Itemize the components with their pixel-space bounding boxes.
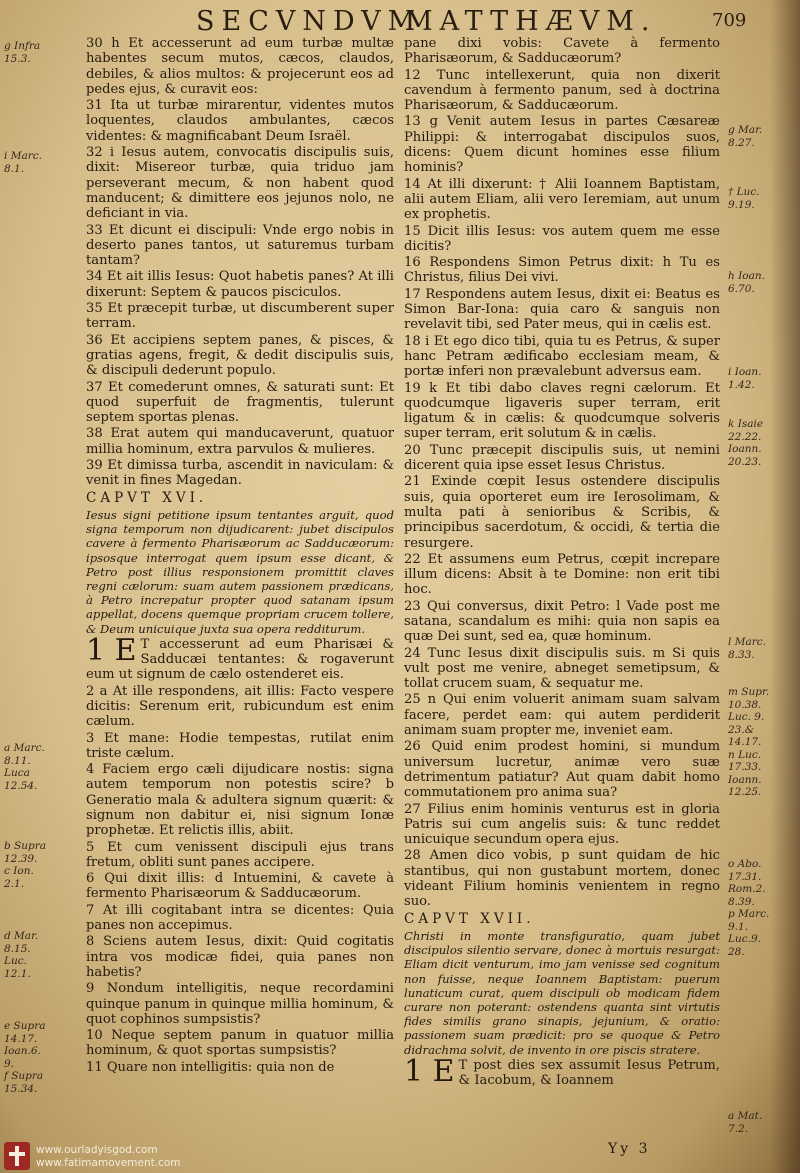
verse: 12 Tunc intellexerunt, quia non dixerit cavendum à fermento panum, sed à doctrina Pharisæorum, & Sadducæorum. (404, 67, 720, 114)
margin-reference: k Isaie 22.22. Ioann. 20.23. (728, 418, 764, 468)
signature-mark: Yy 3 (608, 1141, 651, 1157)
running-head-right: MATTHÆVM. (405, 6, 657, 37)
chapter-summary: Iesus signi petitione ipsum tentantes arguit, quod signa temporum non dijudicarent: jubet discipulos cavere à fermento Pharisæorum ac Sadducæorum: ipsosque interrogat quem ipsum esse dicant, & Petro post illius responsionem promittit claves regni cælorum: suam autem passionem prædicans, à Petro increpatur propter quod satanam ipsum appellat, docens quemque propriam crucem tollere, & Deum unicuique juxta sua opera redditurum. (86, 507, 394, 636)
margin-reference: g Mar. 8.27. (728, 124, 763, 149)
cross-seal-icon (4, 1142, 30, 1170)
verse: 17 Respondens autem Iesus, dixit ei: Beatus es Simon Bar-Iona: quia caro & sanguis non revelavit tibi, sed Pater meus, qui in cælis est. (404, 286, 720, 333)
verse: 30 h Et accesserunt ad eum turbæ multæ habentes secum mutos, cæcos, claudos, debiles, & alios multos: & projecerunt eos ad pedes ejus, & curavit eos: (86, 36, 394, 97)
margin-reference: i Marc. 8.1. (4, 150, 42, 175)
margin-reference: l Marc. 8.33. (728, 636, 766, 661)
margin-reference: † Luc. 9.19. (728, 186, 760, 211)
margin-reference: g Infra 15.3. (4, 40, 41, 65)
margin-reference: o Abo. 17.31. Rom.2. 8.39. p Marc. 9.1. Luc.9. 28. (728, 858, 770, 958)
margin-reference: a Marc. 8.11. Luca 12.54. (4, 742, 45, 792)
verse: 27 Filius enim hominis venturus est in gloria Patris sui cum angelis suis: & tunc reddet unicuique secundum opera ejus. (404, 801, 720, 848)
verse: 28 Amen dico vobis, p sunt quidam de hic stantibus, qui non gustabunt mortem, donec videant Filium hominis venientem in regno suo. (404, 848, 720, 910)
verse: 22 Et assumens eum Petrus, cœpit increpare illum dicens: Absit à te Domine: non erit tibi hoc. (404, 551, 720, 598)
chapter-heading: CAPVT XVII. (404, 910, 535, 927)
watermark-line: www.ourladyisgod.com (36, 1144, 158, 1156)
verse: 10 Neque septem panum in quatuor millia hominum, & quot sportas sumpsistis? (86, 1028, 394, 1059)
verse: 25 n Qui enim voluerit animam suam salvam facere, perdet eam: qui autem perdiderit animam suam propter me, inveniet eam. (404, 692, 720, 739)
verse: 35 Et præcepit turbæ, ut discumberent super terram. (86, 301, 394, 332)
verse (86, 632, 394, 683)
verse: 11 Quare non intelligitis: quia non de (86, 1059, 335, 1075)
margin-reference: a Mat. 7.2. (728, 1110, 763, 1135)
verse: 6 Qui dixit illis: d Intuemini, & cavete à fermento Pharisæorum & Sadducæorum. (86, 871, 394, 902)
drop-cap: 1 E (404, 1053, 455, 1089)
verse: 39 Et dimissa turba, ascendit in naviculam: & venit in fines Magedan. (86, 458, 394, 489)
verse: 21 Exinde cœpit Iesus ostendere discipulis suis, quia oporteret eum ire Ierosolimam, & multa pati à senioribus & Scribis, & principibus sacerdotum, & occidi, & tertia die resurgere. (404, 474, 720, 551)
margin-reference: i Ioan. 1.42. (728, 366, 762, 391)
margin-reference: h Ioan. 6.70. (728, 270, 765, 295)
verse: 14 At illi dixerunt: † Alii Ioannem Baptistam, alii autem Eliam, alii vero Ieremiam, aut unum ex prophetis. (404, 176, 720, 223)
verse: 8 Sciens autem Iesus, dixit: Quid cogitatis intra vos modicæ fidei, quia panes non habetis? (86, 934, 394, 980)
verse: 15 Dicit illis Iesus: vos autem quem me esse dicitis? (404, 223, 720, 254)
verse: 19 k Et tibi dabo claves regni cælorum. Et quodcumque ligaveris super terram, erit ligatum & in cælis: & quodcumque solveris super terram, erit solutum & in cælis. (404, 380, 720, 442)
verse: 5 Et cum venissent discipuli ejus trans fretum, obliti sunt panes accipere. (86, 839, 394, 870)
verse: 32 i Iesus autem, convocatis discipulis suis, dixit: Misereor turbæ, quia triduo jam perseverant mecum, & non habent quod manducent; & dimittere eos jejunos nolo, ne deficiant in via. (86, 145, 394, 222)
verse: 23 Qui conversus, dixit Petro: l Vade post me satana, scandalum es mihi: quia non sapis ea quæ Dei sunt, sed ea, quæ hominum. (404, 598, 720, 645)
chapter-summary: Christi in monte transfiguratio, quam jubet discipulos silentio servare, donec à mortuis resurgat: Eliam dicit venturum, imo jam venisse sed cognitum non fuisse, neque Ioannem Baptistam: puerum lunaticum curat, quem discipuli ob modicam fidem curare non poterant: ostendens quanta sint virtutis fides similis grano sinapis, jejunium, & oratio: passionem suam prædicit: pro se quoque & Petro didrachma solvit, de invento in ore piscis stratere. (404, 928, 720, 1057)
verse: 2 a At ille respondens, ait illis: Facto vespere dicitis: Serenum erit, rubicundum est enim cælum. (86, 683, 394, 730)
verse: 3 Et mane: Hodie tempestas, rutilat enim triste cælum. (86, 730, 394, 761)
chapter-heading: CAPVT XVI. (86, 489, 208, 506)
verse: 9 Nondum intelligitis, neque recordamini quinque panum in quinque millia hominum, & quot cophinos sumpsistis? (86, 981, 394, 1027)
verse: 37 Et comederunt omnes, & saturati sunt: Et quod superfuit de fragmentis, tulerunt septem sportas plenas. (86, 379, 394, 426)
page-number: 709 (712, 10, 747, 31)
verse-text: T accesserunt ad eum Pharisæi & Sadducæi tentantes: & rogaverunt eum ut signum de cælo ostenderet eis. (86, 636, 394, 683)
margin-reference: m Supr. 10.38. Luc. 9. 23.& 14.17. n Luc. 17.33. Ioann. 12.25. (728, 686, 770, 798)
margin-reference: d Mar. 8.15. Luc. 12.1. (4, 930, 39, 980)
verse: 33 Et dicunt ei discipuli: Vnde ergo nobis in deserto panes tantos, ut saturemus turbam tantam? (86, 222, 394, 269)
verse: 38 Erat autem qui manducaverunt, quatuor millia hominum, extra parvulos & mulieres. (86, 426, 394, 457)
verse: 24 Tunc Iesus dixit discipulis suis. m Si quis vult post me venire, abneget semetipsum, & tollat crucem suam, & sequatur me. (404, 645, 720, 692)
running-head-left: SECVNDVM (196, 6, 423, 37)
verse: 26 Quid enim prodest homini, si mundum universum lucretur, animæ vero suæ detrimentum patiatur? Aut quam dabit homo commutationem pro anima sua? (404, 739, 720, 801)
page-gutter-shadow (770, 0, 800, 1173)
verse: 16 Respondens Simon Petrus dixit: h Tu es Christus, filius Dei vivi. (404, 255, 720, 286)
verse: 13 g Venit autem Iesus in partes Cæsareæ Philippi: & interrogabat discipulos suos, dicens: Quem dicunt homines esse filium hominis? (404, 114, 720, 176)
verse: 31 Ita ut turbæ mirarentur, videntes mutos loquentes, claudos ambulantes, cæcos videntes: & magnificabant Deum Israël. (86, 98, 394, 144)
verse (404, 1053, 720, 1089)
watermark-line: www.fatimamovement.com (36, 1157, 181, 1169)
verse-text: T post dies sex assumit Iesus Petrum, & Iacobum, & Ioannem (458, 1057, 720, 1089)
verse: pane dixi vobis: Cavete à fermento Pharisæorum, & Sadducæorum? (404, 36, 720, 67)
verse: 18 i Et ego dico tibi, quia tu es Petrus, & super hanc Petram ædificabo ecclesiam meam, & portæ inferi non prævalebunt adversus eam. (404, 333, 720, 380)
verse: 20 Tunc præcepit discipulis suis, ut nemini dicerent quia ipse esset Iesus Christus. (404, 442, 720, 474)
margin-reference: e Supra 14.17. Ioan.6. 9. f Supra 15.34. (4, 1020, 46, 1095)
verse: 36 Et accipiens septem panes, & pisces, & gratias agens, fregit, & dedit discipulis suis, & discipuli dederunt populo. (86, 332, 394, 379)
verse: 34 Et ait illis Iesus: Quot habetis panes? At illi dixerunt: Septem & paucos pisciculos. (86, 269, 394, 300)
drop-cap: 1 E (86, 632, 137, 668)
verse: 4 Faciem ergo cæli dijudicare nostis: signa autem temporum non potestis scire? b Generatio mala & adultera signum quærit: & signum non dabitur ei, nisi signum Ionæ prophetæ. Et relictis illis, abiit. (86, 762, 394, 839)
left-column (86, 36, 394, 1076)
verse: 7 At illi cogitabant intra se dicentes: Quia panes non accepimus. (86, 902, 394, 934)
margin-reference: b Supra 12.39. c Ion. 2.1. (4, 840, 47, 890)
right-column (404, 36, 720, 1089)
